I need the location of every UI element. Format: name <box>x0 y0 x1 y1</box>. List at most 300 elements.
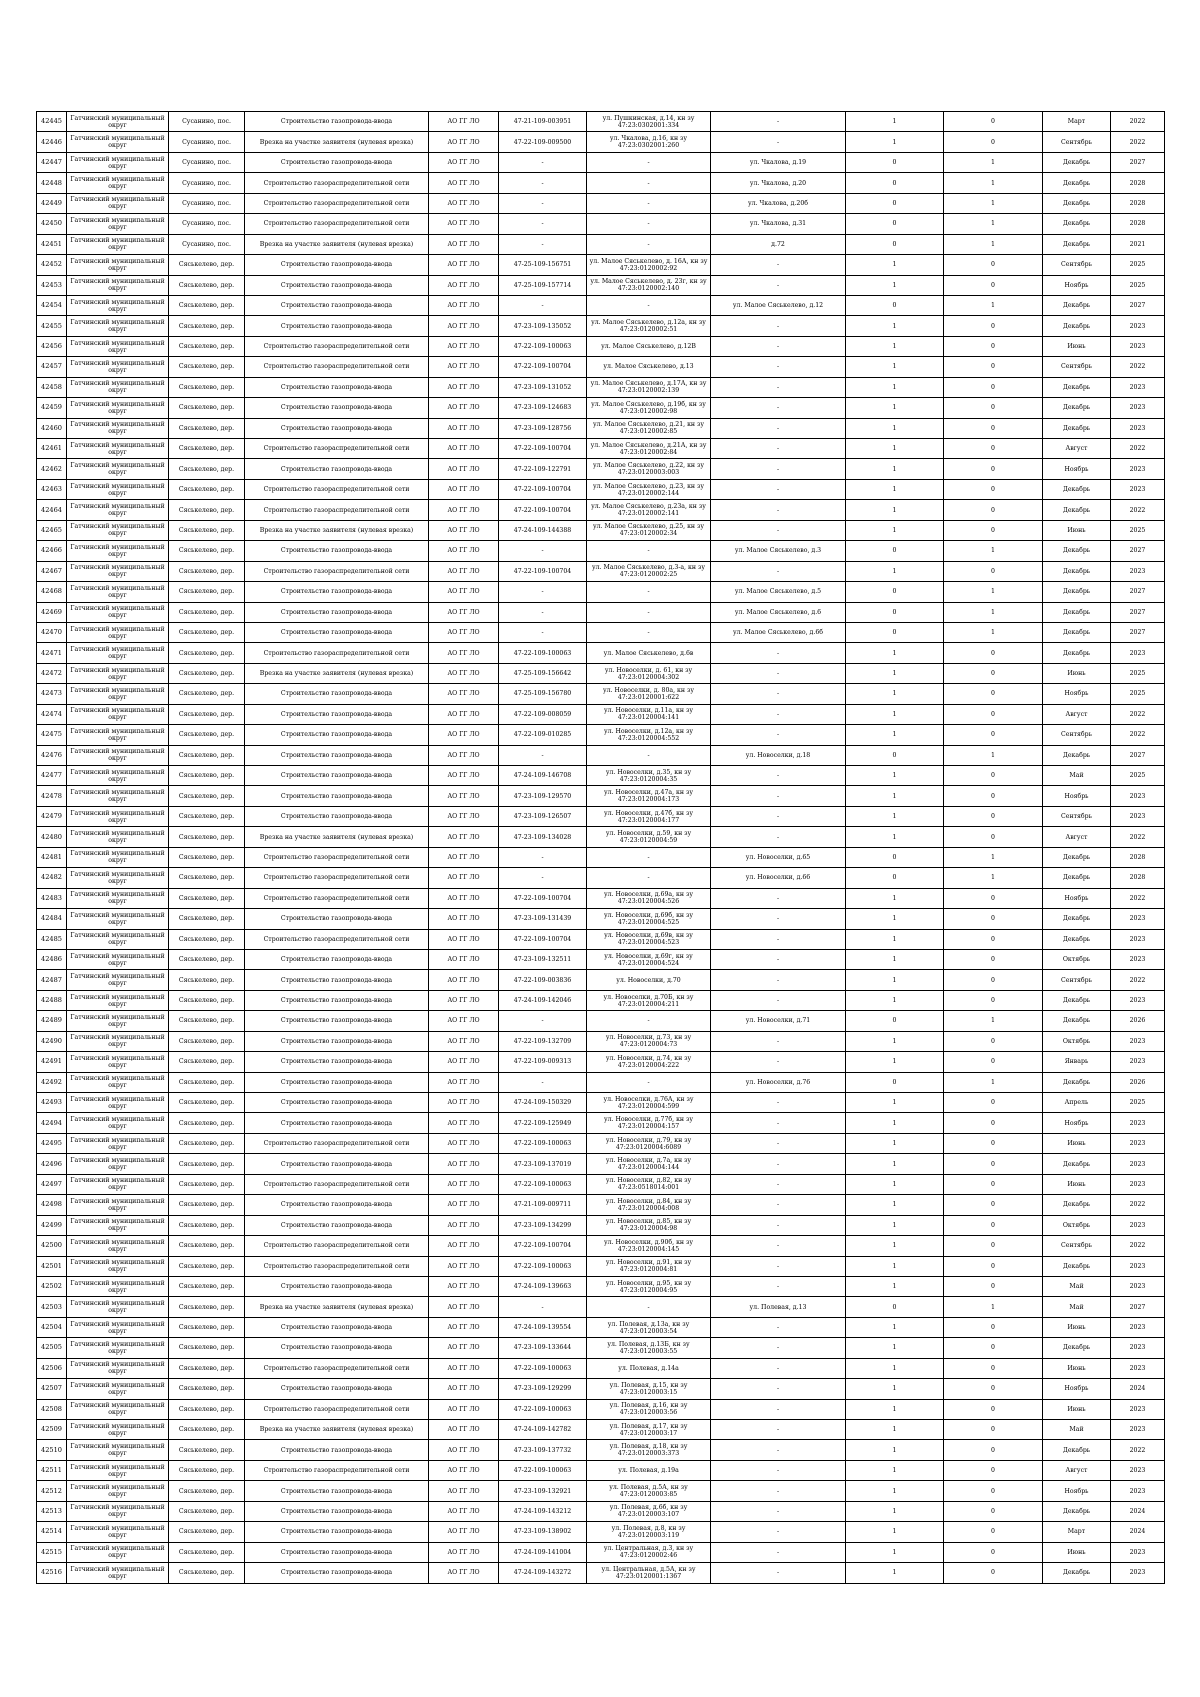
table-row <box>37 1174 1165 1194</box>
application-number-cell: - <box>499 868 587 888</box>
organization-cell: АО ГГ ЛО <box>429 1011 499 1031</box>
application-number-cell: 47-24-109-144388 <box>499 520 587 540</box>
done-flag-cell: 1 <box>846 418 944 438</box>
done-flag-cell: 1 <box>846 949 944 969</box>
work-type-cell: Врезка на участке заявителя (нулевая врезка) <box>245 234 429 254</box>
planned-address-cell: - <box>711 561 846 581</box>
planned-flag-cell: 0 <box>944 643 1043 663</box>
done-flag-cell: 1 <box>846 1399 944 1419</box>
planned-flag-cell: 0 <box>944 704 1043 724</box>
address-cadastral-cell: - <box>587 1072 711 1092</box>
application-number-cell: 47-23-109-137019 <box>499 1154 587 1174</box>
year-cell: 2021 <box>1111 234 1165 254</box>
done-flag-cell: 1 <box>846 1440 944 1460</box>
table-row <box>37 295 1165 315</box>
organization-cell: АО ГГ ЛО <box>429 193 499 213</box>
district-cell: Гатчинский муниципальный округ <box>67 500 169 520</box>
done-flag-cell: 1 <box>846 316 944 336</box>
organization-cell: АО ГГ ЛО <box>429 1276 499 1296</box>
year-cell: 2023 <box>1111 1215 1165 1235</box>
planned-flag-cell: 0 <box>944 1420 1043 1440</box>
done-flag-cell: 1 <box>846 357 944 377</box>
done-flag-cell: 1 <box>846 1031 944 1051</box>
address-cadastral-cell: ул. Новоселки, д.69а, кн зу 47:23:0120004:526 <box>587 888 711 908</box>
settlement-cell: Сяськелево, дер. <box>169 1501 245 1521</box>
month-cell: Декабрь <box>1043 1501 1111 1521</box>
done-flag-cell: 1 <box>846 827 944 847</box>
done-flag-cell: 1 <box>846 990 944 1010</box>
planned-address-cell: ул. Малое Сяськелево, д.12 <box>711 295 846 315</box>
application-number-cell: - <box>499 152 587 172</box>
address-cadastral-cell: ул. Центральная, д.3, кн зу 47:23:0120002:46 <box>587 1542 711 1562</box>
table-row <box>37 1338 1165 1358</box>
row-number: 42453 <box>37 275 67 295</box>
work-type-cell: Строительство газопровода-ввода <box>245 1563 429 1583</box>
address-cadastral-cell: ул. Новоселки, д.82, кн зу 47:23:0518014:001 <box>587 1174 711 1194</box>
application-number-cell: 47-22-109-100704 <box>499 500 587 520</box>
month-cell: Октябрь <box>1043 949 1111 969</box>
organization-cell: АО ГГ ЛО <box>429 275 499 295</box>
organization-cell: АО ГГ ЛО <box>429 500 499 520</box>
month-cell: Август <box>1043 1460 1111 1480</box>
year-cell: 2023 <box>1111 336 1165 356</box>
done-flag-cell: 1 <box>846 1379 944 1399</box>
settlement-cell: Сусанино, пос. <box>169 234 245 254</box>
year-cell: 2025 <box>1111 766 1165 786</box>
work-type-cell: Строительство газопровода-ввода <box>245 1440 429 1460</box>
settlement-cell: Сяськелево, дер. <box>169 541 245 561</box>
planned-address-cell: - <box>711 1052 846 1072</box>
address-cadastral-cell: ул. Новоселки, д.69г, кн зу 47:23:0120004:524 <box>587 949 711 969</box>
table-row <box>37 173 1165 193</box>
settlement-cell: Сяськелево, дер. <box>169 439 245 459</box>
address-cadastral-cell: ул. Новоселки, д.95, кн зу 47:23:0120004:95 <box>587 1276 711 1296</box>
district-cell: Гатчинский муниципальный округ <box>67 1379 169 1399</box>
year-cell: 2023 <box>1111 1563 1165 1583</box>
work-type-cell: Строительство газораспределительной сети <box>245 868 429 888</box>
work-type-cell: Строительство газопровода-ввода <box>245 459 429 479</box>
month-cell: Июнь <box>1043 1399 1111 1419</box>
table-row <box>37 439 1165 459</box>
table-row <box>37 377 1165 397</box>
year-cell: 2023 <box>1111 1399 1165 1419</box>
table-row <box>37 1072 1165 1092</box>
done-flag-cell: 1 <box>846 1174 944 1194</box>
done-flag-cell: 0 <box>846 1011 944 1031</box>
year-cell: 2023 <box>1111 806 1165 826</box>
month-cell: Октябрь <box>1043 1031 1111 1051</box>
address-cadastral-cell: ул. Новоселки, д.90б, кн зу 47:23:0120004:145 <box>587 1236 711 1256</box>
row-number: 42478 <box>37 786 67 806</box>
row-number: 42475 <box>37 725 67 745</box>
organization-cell: АО ГГ ЛО <box>429 234 499 254</box>
table-row <box>37 152 1165 172</box>
row-number: 42455 <box>37 316 67 336</box>
application-number-cell: 47-22-109-100704 <box>499 929 587 949</box>
year-cell: 2023 <box>1111 418 1165 438</box>
table-row <box>37 806 1165 826</box>
organization-cell: АО ГГ ЛО <box>429 214 499 234</box>
planned-address-cell: - <box>711 1542 846 1562</box>
district-cell: Гатчинский муниципальный округ <box>67 1256 169 1276</box>
address-cadastral-cell: ул. Малое Сяськелево, д. 16А, кн зу 47:23:0120002:92 <box>587 255 711 275</box>
planned-address-cell: - <box>711 1563 846 1583</box>
planned-address-cell: - <box>711 1317 846 1337</box>
organization-cell: АО ГГ ЛО <box>429 684 499 704</box>
planned-flag-cell: 0 <box>944 418 1043 438</box>
planned-flag-cell: 0 <box>944 1113 1043 1133</box>
work-type-cell: Строительство газопровода-ввода <box>245 582 429 602</box>
done-flag-cell: 1 <box>846 1317 944 1337</box>
settlement-cell: Сяськелево, дер. <box>169 1236 245 1256</box>
month-cell: Декабрь <box>1043 173 1111 193</box>
month-cell: Март <box>1043 1522 1111 1542</box>
application-number-cell: 47-21-109-003951 <box>499 112 587 132</box>
district-cell: Гатчинский муниципальный округ <box>67 868 169 888</box>
month-cell: Июнь <box>1043 336 1111 356</box>
planned-address-cell: - <box>711 725 846 745</box>
district-cell: Гатчинский муниципальный округ <box>67 1113 169 1133</box>
planned-flag-cell: 1 <box>944 152 1043 172</box>
work-type-cell: Строительство газопровода-ввода <box>245 1031 429 1051</box>
application-number-cell: 47-22-109-125949 <box>499 1113 587 1133</box>
row-number: 42460 <box>37 418 67 438</box>
table-row <box>37 663 1165 683</box>
done-flag-cell: 1 <box>846 1522 944 1542</box>
organization-cell: АО ГГ ЛО <box>429 1113 499 1133</box>
work-type-cell: Строительство газопровода-ввода <box>245 1276 429 1296</box>
settlement-cell: Сусанино, пос. <box>169 173 245 193</box>
application-number-cell: 47-23-109-134299 <box>499 1215 587 1235</box>
organization-cell: АО ГГ ЛО <box>429 1501 499 1521</box>
organization-cell: АО ГГ ЛО <box>429 929 499 949</box>
district-cell: Гатчинский муниципальный округ <box>67 1358 169 1378</box>
table-row <box>37 1501 1165 1521</box>
settlement-cell: Сяськелево, дер. <box>169 786 245 806</box>
row-number: 42485 <box>37 929 67 949</box>
district-cell: Гатчинский муниципальный округ <box>67 786 169 806</box>
district-cell: Гатчинский муниципальный округ <box>67 990 169 1010</box>
address-cadastral-cell: ул. Малое Сяськелево, д.23а, кн зу 47:23:0120002:141 <box>587 500 711 520</box>
planned-address-cell: - <box>711 1522 846 1542</box>
planned-flag-cell: 1 <box>944 1011 1043 1031</box>
year-cell: 2023 <box>1111 1113 1165 1133</box>
settlement-cell: Сяськелево, дер. <box>169 582 245 602</box>
organization-cell: АО ГГ ЛО <box>429 1093 499 1113</box>
planned-flag-cell: 0 <box>944 1133 1043 1153</box>
month-cell: Декабрь <box>1043 398 1111 418</box>
settlement-cell: Сусанино, пос. <box>169 132 245 152</box>
planned-flag-cell: 0 <box>944 275 1043 295</box>
application-number-cell: 47-22-109-100704 <box>499 439 587 459</box>
planned-flag-cell: 0 <box>944 1501 1043 1521</box>
application-number-cell: 47-25-109-156642 <box>499 663 587 683</box>
table-row <box>37 1133 1165 1153</box>
address-cadastral-cell: ул. Полевая, д.6б, кн зу 47:23:0120003:107 <box>587 1501 711 1521</box>
organization-cell: АО ГГ ЛО <box>429 1522 499 1542</box>
work-type-cell: Врезка на участке заявителя (нулевая врезка) <box>245 1297 429 1317</box>
work-type-cell: Строительство газопровода-ввода <box>245 377 429 397</box>
district-cell: Гатчинский муниципальный округ <box>67 520 169 540</box>
year-cell: 2023 <box>1111 1154 1165 1174</box>
work-type-cell: Строительство газопровода-ввода <box>245 602 429 622</box>
done-flag-cell: 1 <box>846 520 944 540</box>
district-cell: Гатчинский муниципальный округ <box>67 745 169 765</box>
year-cell: 2027 <box>1111 1297 1165 1317</box>
year-cell: 2023 <box>1111 1317 1165 1337</box>
year-cell: 2027 <box>1111 152 1165 172</box>
month-cell: Декабрь <box>1043 847 1111 867</box>
address-cadastral-cell: - <box>587 214 711 234</box>
organization-cell: АО ГГ ЛО <box>429 1072 499 1092</box>
district-cell: Гатчинский муниципальный округ <box>67 827 169 847</box>
district-cell: Гатчинский муниципальный округ <box>67 602 169 622</box>
district-cell: Гатчинский муниципальный округ <box>67 1563 169 1583</box>
row-number: 42464 <box>37 500 67 520</box>
address-cadastral-cell: ул. Полевая, д.13а, кн зу 47:23:0120003:54 <box>587 1317 711 1337</box>
planned-address-cell: - <box>711 336 846 356</box>
district-cell: Гатчинский муниципальный округ <box>67 949 169 969</box>
year-cell: 2023 <box>1111 929 1165 949</box>
year-cell: 2028 <box>1111 193 1165 213</box>
year-cell: 2025 <box>1111 275 1165 295</box>
planned-flag-cell: 1 <box>944 847 1043 867</box>
district-cell: Гатчинский муниципальный округ <box>67 1420 169 1440</box>
row-number: 42493 <box>37 1093 67 1113</box>
planned-flag-cell: 1 <box>944 745 1043 765</box>
organization-cell: АО ГГ ЛО <box>429 1440 499 1460</box>
month-cell: Август <box>1043 704 1111 724</box>
planned-address-cell: - <box>711 704 846 724</box>
address-cadastral-cell: ул. Малое Сяськелево, д.21, кн зу 47:23:0120002:85 <box>587 418 711 438</box>
settlement-cell: Сяськелево, дер. <box>169 295 245 315</box>
row-number: 42461 <box>37 439 67 459</box>
address-cadastral-cell: - <box>587 745 711 765</box>
year-cell: 2023 <box>1111 1542 1165 1562</box>
district-cell: Гатчинский муниципальный округ <box>67 275 169 295</box>
organization-cell: АО ГГ ЛО <box>429 377 499 397</box>
address-cadastral-cell: ул. Новоселки, д.84, кн зу 47:23:0120004:008 <box>587 1195 711 1215</box>
district-cell: Гатчинский муниципальный округ <box>67 255 169 275</box>
district-cell: Гатчинский муниципальный округ <box>67 316 169 336</box>
district-cell: Гатчинский муниципальный округ <box>67 1093 169 1113</box>
done-flag-cell: 1 <box>846 970 944 990</box>
row-number: 42451 <box>37 234 67 254</box>
month-cell: Ноябрь <box>1043 684 1111 704</box>
application-number-cell: - <box>499 1072 587 1092</box>
district-cell: Гатчинский муниципальный округ <box>67 398 169 418</box>
year-cell: 2022 <box>1111 970 1165 990</box>
district-cell: Гатчинский муниципальный округ <box>67 1542 169 1562</box>
planned-address-cell: - <box>711 827 846 847</box>
organization-cell: АО ГГ ЛО <box>429 152 499 172</box>
table-row <box>37 582 1165 602</box>
table-row <box>37 1358 1165 1378</box>
done-flag-cell: 0 <box>846 214 944 234</box>
district-cell: Гатчинский муниципальный округ <box>67 1031 169 1051</box>
application-number-cell: - <box>499 1297 587 1317</box>
application-number-cell: 47-22-109-100704 <box>499 357 587 377</box>
application-number-cell: - <box>499 602 587 622</box>
planned-flag-cell: 0 <box>944 827 1043 847</box>
planned-address-cell: ул. Новоселки, д.66 <box>711 868 846 888</box>
work-type-cell: Строительство газопровода-ввода <box>245 1113 429 1133</box>
district-cell: Гатчинский муниципальный округ <box>67 541 169 561</box>
settlement-cell: Сяськелево, дер. <box>169 847 245 867</box>
settlement-cell: Сяськелево, дер. <box>169 255 245 275</box>
work-type-cell: Строительство газопровода-ввода <box>245 949 429 969</box>
table-row <box>37 786 1165 806</box>
done-flag-cell: 1 <box>846 663 944 683</box>
table-row <box>37 255 1165 275</box>
year-cell: 2022 <box>1111 704 1165 724</box>
planned-address-cell: - <box>711 316 846 336</box>
table-row <box>37 1522 1165 1542</box>
done-flag-cell: 0 <box>846 1072 944 1092</box>
planned-address-cell: - <box>711 255 846 275</box>
planned-flag-cell: 0 <box>944 459 1043 479</box>
address-cadastral-cell: ул. Малое Сяськелево, д.13 <box>587 357 711 377</box>
district-cell: Гатчинский муниципальный округ <box>67 112 169 132</box>
application-number-cell: 47-24-109-139663 <box>499 1276 587 1296</box>
address-cadastral-cell: ул. Малое Сяськелево, д.12а, кн зу 47:23:0120002:51 <box>587 316 711 336</box>
application-number-cell: - <box>499 1011 587 1031</box>
done-flag-cell: 0 <box>846 193 944 213</box>
year-cell: 2023 <box>1111 459 1165 479</box>
organization-cell: АО ГГ ЛО <box>429 1174 499 1194</box>
work-type-cell: Строительство газораспределительной сети <box>245 173 429 193</box>
done-flag-cell: 1 <box>846 766 944 786</box>
district-cell: Гатчинский муниципальный округ <box>67 336 169 356</box>
organization-cell: АО ГГ ЛО <box>429 847 499 867</box>
month-cell: Май <box>1043 1297 1111 1317</box>
work-type-cell: Строительство газопровода-ввода <box>245 1011 429 1031</box>
settlement-cell: Сяськелево, дер. <box>169 806 245 826</box>
district-cell: Гатчинский муниципальный округ <box>67 193 169 213</box>
district-cell: Гатчинский муниципальный округ <box>67 1276 169 1296</box>
month-cell: Июнь <box>1043 1317 1111 1337</box>
row-number: 42500 <box>37 1236 67 1256</box>
done-flag-cell: 1 <box>846 929 944 949</box>
planned-flag-cell: 0 <box>944 1093 1043 1113</box>
organization-cell: АО ГГ ЛО <box>429 398 499 418</box>
planned-flag-cell: 0 <box>944 1174 1043 1194</box>
organization-cell: АО ГГ ЛО <box>429 827 499 847</box>
year-cell: 2023 <box>1111 377 1165 397</box>
organization-cell: АО ГГ ЛО <box>429 1052 499 1072</box>
organization-cell: АО ГГ ЛО <box>429 1358 499 1378</box>
address-cadastral-cell: - <box>587 152 711 172</box>
settlement-cell: Сяськелево, дер. <box>169 561 245 581</box>
planned-flag-cell: 0 <box>944 786 1043 806</box>
application-number-cell: 47-24-109-146708 <box>499 766 587 786</box>
application-number-cell: - <box>499 622 587 642</box>
address-cadastral-cell: ул. Новоселки, д.69б, кн зу 47:23:0120004:525 <box>587 909 711 929</box>
organization-cell: АО ГГ ЛО <box>429 1215 499 1235</box>
settlement-cell: Сяськелево, дер. <box>169 1174 245 1194</box>
application-number-cell: - <box>499 541 587 561</box>
month-cell: Декабрь <box>1043 234 1111 254</box>
district-cell: Гатчинский муниципальный округ <box>67 152 169 172</box>
address-cadastral-cell: - <box>587 847 711 867</box>
planned-address-cell: - <box>711 479 846 499</box>
done-flag-cell: 1 <box>846 479 944 499</box>
work-type-cell: Строительство газопровода-ввода <box>245 970 429 990</box>
month-cell: Декабрь <box>1043 1072 1111 1092</box>
planned-address-cell: - <box>711 418 846 438</box>
work-type-cell: Врезка на участке заявителя (нулевая врезка) <box>245 827 429 847</box>
planned-flag-cell: 0 <box>944 1542 1043 1562</box>
organization-cell: АО ГГ ЛО <box>429 1399 499 1419</box>
work-type-cell: Строительство газораспределительной сети <box>245 929 429 949</box>
row-number: 42501 <box>37 1256 67 1276</box>
settlement-cell: Сяськелево, дер. <box>169 357 245 377</box>
settlement-cell: Сяськелево, дер. <box>169 336 245 356</box>
planned-flag-cell: 1 <box>944 541 1043 561</box>
row-number: 42468 <box>37 582 67 602</box>
work-type-cell: Строительство газораспределительной сети <box>245 1236 429 1256</box>
row-number: 42509 <box>37 1420 67 1440</box>
district-cell: Гатчинский муниципальный округ <box>67 561 169 581</box>
year-cell: 2022 <box>1111 827 1165 847</box>
planned-flag-cell: 1 <box>944 214 1043 234</box>
settlement-cell: Сяськелево, дер. <box>169 766 245 786</box>
work-type-cell: Строительство газораспределительной сети <box>245 1460 429 1480</box>
planned-address-cell: - <box>711 990 846 1010</box>
table-row <box>37 929 1165 949</box>
table-row <box>37 1542 1165 1562</box>
address-cadastral-cell: - <box>587 295 711 315</box>
organization-cell: АО ГГ ЛО <box>429 357 499 377</box>
done-flag-cell: 0 <box>846 868 944 888</box>
row-number: 42487 <box>37 970 67 990</box>
row-number: 42495 <box>37 1133 67 1153</box>
application-number-cell: 47-24-109-150329 <box>499 1093 587 1113</box>
organization-cell: АО ГГ ЛО <box>429 949 499 969</box>
settlement-cell: Сяськелево, дер. <box>169 1011 245 1031</box>
settlement-cell: Сусанино, пос. <box>169 112 245 132</box>
organization-cell: АО ГГ ЛО <box>429 990 499 1010</box>
planned-address-cell: - <box>711 1031 846 1051</box>
planned-address-cell: ул. Новоселки, д.76 <box>711 1072 846 1092</box>
table-row <box>37 684 1165 704</box>
month-cell: Июнь <box>1043 1542 1111 1562</box>
settlement-cell: Сяськелево, дер. <box>169 275 245 295</box>
settlement-cell: Сяськелево, дер. <box>169 479 245 499</box>
planned-address-cell: - <box>711 520 846 540</box>
month-cell: Декабрь <box>1043 1154 1111 1174</box>
organization-cell: АО ГГ ЛО <box>429 336 499 356</box>
settlement-cell: Сяськелево, дер. <box>169 1195 245 1215</box>
settlement-cell: Сяськелево, дер. <box>169 704 245 724</box>
work-type-cell: Строительство газопровода-ввода <box>245 1072 429 1092</box>
organization-cell: АО ГГ ЛО <box>429 459 499 479</box>
organization-cell: АО ГГ ЛО <box>429 439 499 459</box>
planned-address-cell: - <box>711 1256 846 1276</box>
done-flag-cell: 1 <box>846 561 944 581</box>
address-cadastral-cell: ул. Малое Сяськелево, д.17А, кн зу 47:23:0120002:139 <box>587 377 711 397</box>
month-cell: Декабрь <box>1043 295 1111 315</box>
month-cell: Сентябрь <box>1043 970 1111 990</box>
row-number: 42505 <box>37 1338 67 1358</box>
application-number-cell: - <box>499 847 587 867</box>
done-flag-cell: 1 <box>846 1093 944 1113</box>
district-cell: Гатчинский муниципальный округ <box>67 847 169 867</box>
address-cadastral-cell: ул. Малое Сяськелево, д.12В <box>587 336 711 356</box>
year-cell: 2023 <box>1111 1276 1165 1296</box>
planned-address-cell: - <box>711 1338 846 1358</box>
done-flag-cell: 1 <box>846 1542 944 1562</box>
